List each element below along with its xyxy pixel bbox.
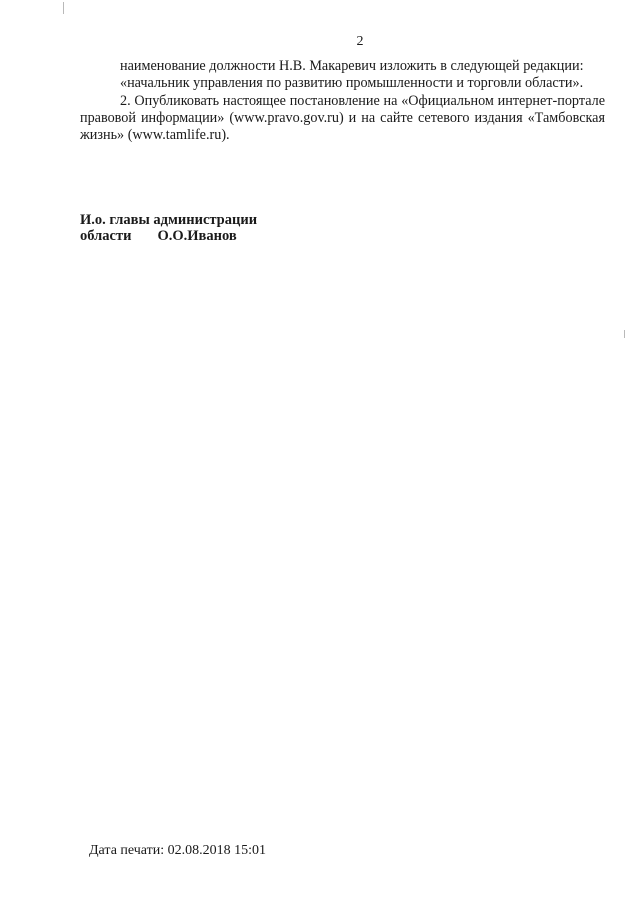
paragraph-new-title: «начальник управления по развитию промышленности и торговли области». — [120, 75, 584, 92]
scan-artifact-top — [63, 2, 64, 14]
paragraph-publish: 2. Опубликовать настоящее постановление на «Официальном интернет-портале правовой информации» (www.pravo.gov.ru) и на сайте сетевого издания «Тамбовская жизнь» (www.tamlife.ru). — [80, 92, 605, 144]
signature-block — [80, 212, 257, 244]
page-number: 2 — [356, 34, 364, 49]
print-date: Дата печати: 02.08.2018 15:01 — [89, 843, 267, 858]
signer-position-line1: И.о. главы администрации — [80, 212, 258, 228]
document-body — [80, 58, 605, 144]
paragraph-position-title: наименование должности Н.В. Макаревич изложить в следующей редакции: — [120, 58, 584, 74]
signer-name: О.О.Иванов — [157, 228, 237, 244]
scan-artifact-right — [624, 330, 625, 338]
signer-position-line2: области — [80, 228, 132, 244]
